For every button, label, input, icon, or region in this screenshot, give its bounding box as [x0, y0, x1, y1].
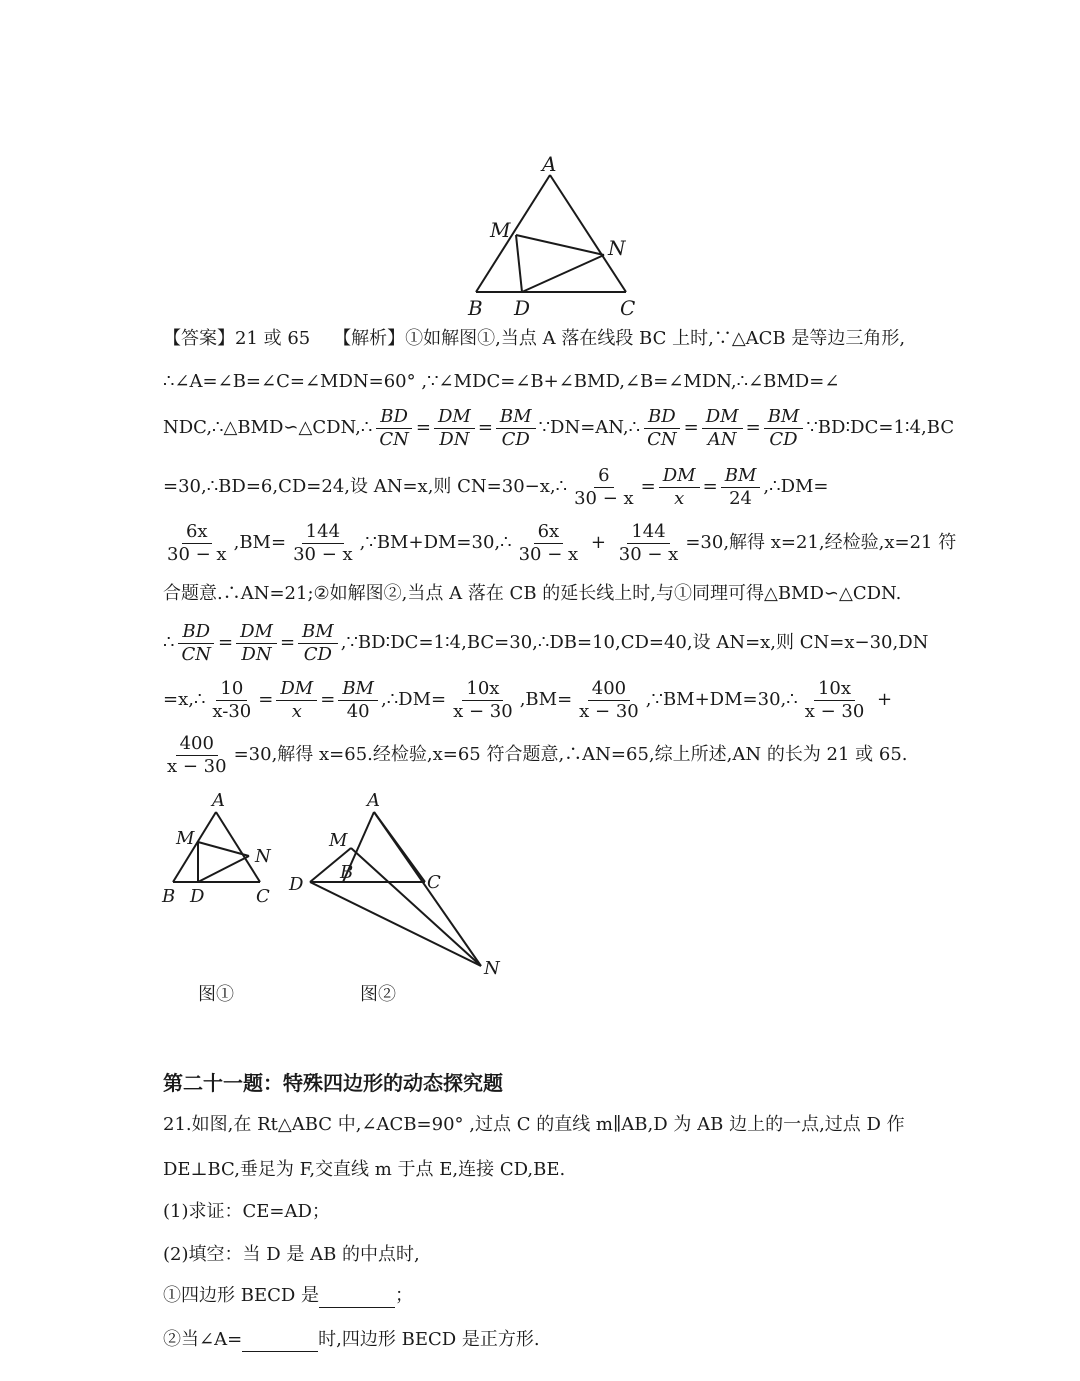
analysis-tag: 【解析】 [333, 328, 406, 349]
fraction-bd-cn [375, 406, 413, 451]
fraction-10x-xm30 [801, 678, 869, 723]
frac-num: BM [496, 406, 536, 429]
fraction-6x-30mx [163, 521, 231, 566]
frac-num: 144 [302, 521, 344, 544]
fraction-bd-cn [177, 621, 215, 666]
frac-den: x − 30 [453, 700, 513, 722]
text-l8c: ,BM= [519, 689, 573, 710]
frac-num: 400 [176, 733, 218, 756]
answer-value: 21 或 65 [235, 328, 311, 349]
question-sub-2 [163, 1328, 540, 1352]
fraction-144-30mx [289, 521, 357, 566]
frac-num: DM [276, 678, 317, 701]
op-eq: = [415, 417, 431, 438]
fig1-label-m: M [176, 828, 195, 849]
text-l8d: ,∵BM+DM=30,∴ [645, 689, 798, 710]
fraction-10-xm30 [208, 678, 255, 723]
fig1-label-d: D [190, 886, 205, 907]
figure-2-caption: 图② [360, 984, 396, 1005]
frac-den: x [674, 487, 685, 509]
fraction-bm-24 [721, 465, 761, 510]
label-b: B [468, 296, 483, 320]
frac-den: DN [439, 428, 470, 450]
frac-num: BM [764, 406, 804, 429]
frac-num: DM [236, 621, 277, 644]
fraction-6-30mx [570, 465, 638, 510]
fig1-side-ac [216, 812, 260, 882]
fraction-10x-xm30 [449, 678, 517, 723]
frac-num: 10 [216, 678, 247, 701]
fig1-label-a: A [212, 790, 225, 811]
answer-line-3 [163, 405, 954, 451]
fig2-label-m: M [329, 830, 348, 851]
label-c: C [620, 296, 636, 320]
frac-den: AN [707, 428, 737, 450]
answer-line-8 [163, 675, 892, 725]
answer-line-7 [163, 620, 928, 666]
sub1-text: ①四边形 BECD 是 [163, 1285, 320, 1306]
text-l8a: =x,∴ [163, 689, 206, 710]
frac-den: x − 30 [167, 755, 227, 777]
question-line-2: DE⊥BC,垂足为 F,交直线 m 于点 E,连接 CD,BE. [163, 1159, 566, 1180]
frac-num: 400 [588, 678, 630, 701]
fig1-segment-mn [198, 842, 249, 856]
fig2-line-mn [351, 848, 481, 966]
frac-num: BD [644, 406, 680, 429]
fig2-label-b: B [340, 862, 354, 883]
answer-line-1 [163, 327, 905, 351]
question-sub-1 [163, 1284, 413, 1308]
op-eq: = [279, 632, 296, 653]
frac-num: BM [298, 621, 338, 644]
text-l4b: ,∴DM= [763, 476, 829, 497]
fraction-dm-an [702, 406, 743, 451]
fraction-144-30mx [615, 521, 683, 566]
fraction-bm-cd [496, 406, 536, 451]
frac-num: 6 [594, 465, 613, 488]
answer-line-5 [160, 518, 956, 568]
answer-line-2: ∴∠A=∠B=∠C=∠MDN=60° ,∵∠MDC=∠B+∠BMD,∠B=∠MDN,∴∠BMD=∠ [163, 371, 840, 392]
text-l5a: ,BM= [233, 532, 287, 553]
question-part-2: (2)填空：当 D 是 AB 的中点时, [163, 1244, 420, 1265]
answer-blank-1[interactable] [319, 1287, 395, 1308]
fraction-bm-40 [338, 678, 378, 723]
fraction-bd-cn [643, 406, 681, 451]
fraction-dm-x [659, 465, 700, 510]
text-l7b: ,∵BD∶DC=1∶4,BC=30,∴DB=10,CD=40,设 AN=x,则 CN=x−30,DN [340, 632, 929, 653]
label-d: D [514, 296, 531, 320]
frac-den: DN [241, 643, 272, 665]
frac-den: x [291, 700, 302, 722]
section-title: 第二十一题：特殊四边形的动态探究题 [163, 1071, 503, 1095]
op-eq: = [683, 417, 699, 438]
text-l7a: ∴ [163, 632, 175, 653]
text-l8b: ,∴DM= [380, 689, 447, 710]
fraction-400-xm30 [575, 678, 643, 723]
fraction-dm-dn [236, 621, 277, 666]
answer-line-4 [163, 462, 829, 512]
frac-den: 30 − x [574, 487, 634, 509]
frac-den: CD [769, 428, 798, 450]
question-line-1: 21.如图,在 Rt△ABC 中,∠ACB=90° ,过点 C 的直线 m∥AB,D 为 AB 边上的一点,过点 D 作 [163, 1114, 905, 1135]
figure-2 [285, 790, 515, 980]
frac-num: BD [178, 621, 214, 644]
fraction-400-xm30 [163, 733, 231, 778]
frac-den: 24 [729, 487, 752, 509]
label-a: A [542, 155, 557, 176]
side-ab [476, 175, 550, 292]
frac-num: DM [434, 406, 475, 429]
frac-num: 10x [814, 678, 855, 701]
frac-num: 6x [182, 521, 212, 544]
frac-num: BM [721, 465, 761, 488]
op-eq: = [745, 417, 761, 438]
frac-den: CN [647, 428, 677, 450]
op-eq: = [640, 476, 656, 497]
frac-den: x − 30 [579, 700, 639, 722]
label-n: N [608, 236, 626, 260]
answer-tag: 【答案】 [163, 328, 235, 349]
segment-md [516, 235, 522, 292]
op-eq: = [217, 632, 234, 653]
frac-den: 30 − x [167, 543, 227, 565]
text-l3b: ∵DN=AN,∴ [538, 417, 641, 438]
fig1-segment-dn [198, 856, 249, 882]
op-eq: = [320, 689, 336, 710]
frac-den: 30 − x [618, 543, 679, 565]
fig2-label-a: A [367, 790, 380, 811]
segment-dn [522, 255, 604, 292]
fig1-label-n: N [255, 846, 271, 867]
frac-den: 30 − x [293, 543, 353, 565]
answer-line-6: 合题意.∴AN=21;②如解图②,当点 A 落在 CB 的延长线上时,与①同理可得△BMD∽△CDN. [163, 583, 902, 604]
label-m: M [490, 218, 511, 242]
frac-den: 30 − x [518, 543, 579, 565]
frac-num: 6x [534, 521, 564, 544]
answer-blank-2[interactable] [242, 1331, 318, 1352]
frac-num: 10x [462, 678, 503, 701]
analysis-line-1: ①如解图①,当点 A 落在线段 BC 上时,∵△ACB 是等边三角形, [405, 328, 906, 349]
answer-line-9 [160, 730, 908, 780]
op-plus: + [877, 689, 893, 710]
op-eq: = [258, 689, 274, 710]
fraction-dm-x [276, 678, 317, 723]
fraction-dm-dn [434, 406, 475, 451]
frac-num: DM [702, 406, 743, 429]
frac-num: 144 [627, 521, 669, 544]
frac-den: 40 [346, 700, 370, 722]
frac-num: BD [376, 406, 412, 429]
frac-den: CD [303, 643, 332, 665]
frac-den: CD [501, 428, 530, 450]
frac-den: CN [379, 428, 409, 450]
fraction-6x-30mx [515, 521, 583, 566]
fig2-label-c: C [427, 872, 441, 893]
fig2-line-dn [310, 882, 481, 966]
fig2-label-n: N [484, 958, 500, 979]
frac-den: CN [181, 643, 211, 665]
sub1-end: ； [395, 1285, 414, 1306]
text-l5b: ,∵BM+DM=30,∴ [359, 532, 512, 553]
sub2-end: 时,四边形 BECD 是正方形. [318, 1329, 540, 1350]
op-eq: = [702, 476, 718, 497]
text-l3c: ∵BD∶DC=1∶4,BC [806, 417, 955, 438]
op-plus: + [590, 532, 607, 553]
figure-1 [160, 790, 290, 910]
frac-num: BM [338, 678, 378, 701]
fig1-label-b: B [162, 886, 176, 907]
figure-1-caption: 图① [198, 984, 234, 1005]
text-l3a: NDC,∴△BMD∽△CDN,∴ [163, 417, 373, 438]
fraction-bm-cd [298, 621, 338, 666]
fraction-bm-cd [764, 406, 804, 451]
text-l9a: =30,解得 x=65.经检验,x=65 符合题意,∴AN=65,综上所述,AN 的长为 21 或 65. [233, 744, 908, 765]
sub2-text: ②当∠A= [163, 1329, 243, 1350]
text-l4a: =30,∴BD=6,CD=24,设 AN=x,则 CN=30−x,∴ [163, 476, 568, 497]
fig1-label-c: C [256, 886, 270, 907]
top-triangle-figure [460, 155, 650, 325]
question-part-1: (1)求证：CE=AD； [163, 1201, 330, 1222]
frac-den: x-30 [212, 700, 252, 722]
frac-num: DM [659, 465, 700, 488]
fig2-label-d: D [289, 874, 304, 895]
frac-den: x − 30 [804, 700, 865, 722]
text-l5c: =30,解得 x=21,经检验,x=21 符 [685, 532, 957, 553]
op-eq: = [477, 417, 493, 438]
